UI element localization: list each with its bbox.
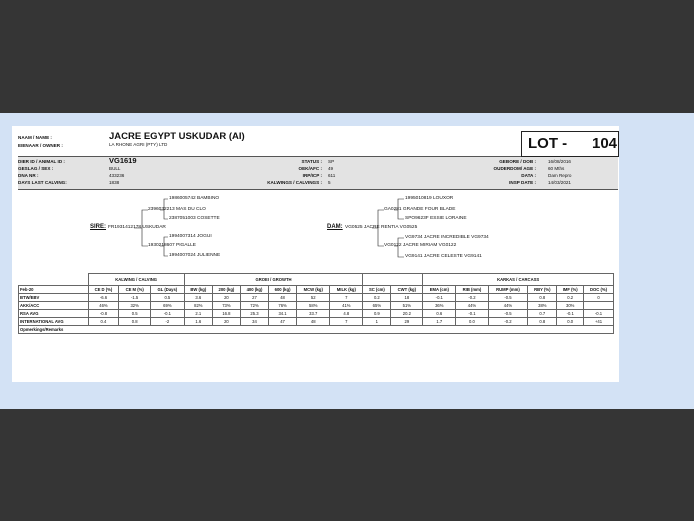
age-value: 60 Mths	[548, 166, 565, 171]
table-cell: 0.7	[528, 310, 557, 318]
table-cell: 1.6	[184, 318, 212, 326]
column-header: RBY (%)	[528, 286, 557, 294]
row-label: INTERNATIONAL AVG	[19, 318, 89, 326]
dam: VG0525 JACRE RENTIA VG0525	[345, 225, 418, 230]
table-cell: -2	[150, 318, 184, 326]
table-cell: 7	[330, 294, 363, 302]
breeding-values-table	[18, 273, 614, 334]
row-label: RSA AVG	[19, 310, 89, 318]
table-cell: 46%	[88, 302, 119, 310]
table-cell: 25.3	[240, 310, 268, 318]
table-cell: 41%	[330, 302, 363, 310]
blank-cell	[363, 274, 423, 286]
table-cell: 0.5	[150, 294, 184, 302]
column-header: BW (kg)	[184, 286, 212, 294]
table-cell: 20	[212, 294, 240, 302]
animal-id: VG1619	[109, 156, 137, 165]
table-cell: 1	[363, 318, 391, 326]
table-cell: 29	[391, 318, 423, 326]
table-cell: -1.5	[119, 294, 151, 302]
table-cell: 20	[212, 318, 240, 326]
status-value: SP	[328, 159, 335, 164]
table-cell: 58%	[297, 302, 330, 310]
sire: FR1931412178 USKUDAR	[108, 225, 166, 230]
table-cell: 3.6	[184, 294, 212, 302]
table-cell: 76%	[269, 302, 297, 310]
lot-box	[521, 131, 619, 157]
column-header: MILK (kg)	[330, 286, 363, 294]
pedigree-lines	[12, 190, 619, 272]
table-cell: 34.1	[269, 310, 297, 318]
table-cell: 0.6	[423, 310, 456, 318]
sex-value: BULL	[109, 166, 121, 171]
oek-label: OEK/AFC :	[298, 166, 322, 171]
insp-date-label: INSP DATE :	[509, 180, 536, 185]
column-header: RUMP (mm)	[488, 286, 528, 294]
dam-label: DAM:	[327, 224, 343, 230]
table-cell: 0.8	[528, 294, 557, 302]
table-cell: 73%	[212, 302, 240, 310]
column-header: RIB (mm)	[456, 286, 488, 294]
column-header-row	[19, 286, 614, 294]
table-cell: +41	[584, 318, 614, 326]
animal-name: JACRE EGYPT USKUDAR (AI)	[109, 131, 245, 142]
table-cell: 44%	[488, 302, 528, 310]
table-cell: 2.1	[184, 310, 212, 318]
table-row	[19, 318, 614, 326]
sire-label: SIRE:	[90, 224, 107, 230]
column-header: SC (cm)	[363, 286, 391, 294]
table-cell: -0.1	[584, 310, 614, 318]
lot-sheet	[12, 126, 619, 382]
table-cell: 0.2	[557, 294, 584, 302]
table-cell: 72%	[240, 302, 268, 310]
dna-label: DNA NR :	[18, 173, 39, 178]
table-row	[19, 294, 614, 302]
irp-value: 611	[328, 173, 336, 178]
table-cell: 69%	[150, 302, 184, 310]
table-cell: 0	[584, 294, 614, 302]
table-row	[19, 310, 614, 318]
column-header: 600 (kg)	[269, 286, 297, 294]
owner-name: LA RHONE AGRI (PTY) LTD	[109, 142, 168, 147]
name-label: NAAM / NAME :	[18, 135, 52, 140]
group-header-row	[19, 274, 614, 286]
column-header: CE M (%)	[119, 286, 151, 294]
animal-id-label: DIER ID / ANIMAL ID :	[18, 159, 65, 164]
table-cell: -6.6	[88, 294, 119, 302]
table-cell: 0.8	[528, 318, 557, 326]
insp-date-value: 14/03/2021	[548, 180, 571, 185]
days-last-calving-label: DAYS LAST CALVING:	[18, 180, 67, 185]
table-cell: 1.7	[423, 318, 456, 326]
sire-dam-dam: 1994007024 JULIENNE	[169, 253, 221, 258]
dam-dam-sire: VG9734 JACRE INCREDIBLE VG9734	[405, 235, 489, 240]
remarks-label: Opmerkings/Remarks	[19, 326, 614, 334]
table-cell: 0.4	[88, 318, 119, 326]
sire-dam: 1930218607 PIGALLE	[148, 243, 197, 248]
table-cell: 0.9	[363, 310, 391, 318]
lot-number: 104	[592, 135, 618, 152]
table-cell: 52	[297, 294, 330, 302]
column-header: DOC (%)	[584, 286, 614, 294]
table-cell: -0.8	[88, 310, 119, 318]
status-label: STATUS :	[301, 159, 322, 164]
table-cell: -0.5	[488, 294, 528, 302]
table-cell: 0.5	[119, 310, 151, 318]
table-row	[19, 302, 614, 310]
table-cell: -0.1	[456, 310, 488, 318]
table-cell: 48	[269, 294, 297, 302]
sire-sire-dam: 2387051003 COSETTE	[169, 216, 220, 221]
table-cell: -0.1	[150, 310, 184, 318]
table-cell: 27	[240, 294, 268, 302]
dna-value: 433236	[109, 173, 125, 178]
table-cell	[584, 302, 614, 310]
table-cell: 48	[297, 318, 330, 326]
lot-label: LOT -	[528, 135, 568, 152]
table-cell: 65%	[363, 302, 391, 310]
table-cell: 20.2	[391, 310, 423, 318]
age-label: OUDERDOM/ AGE :	[493, 166, 536, 171]
dam-dam: VG0122 JACRE MIRIAM VG0122	[384, 243, 457, 248]
table-body	[19, 294, 614, 326]
dob-value: 16/08/2016	[548, 159, 571, 164]
table-cell: 82%	[184, 302, 212, 310]
row-label: BTW/EBV	[19, 294, 89, 302]
table-cell: 4.8	[330, 310, 363, 318]
table-cell: 0.0	[557, 318, 584, 326]
column-header: CE D (%)	[88, 286, 119, 294]
table-cell: -0.1	[423, 294, 456, 302]
column-header: MCW (kg)	[297, 286, 330, 294]
table-cell: 7	[330, 318, 363, 326]
dam-sire-sire: 1995010819 LOUXOR	[405, 196, 454, 201]
table-cell: 51%	[391, 302, 423, 310]
carcass-group: KARKAS / CARCASS	[423, 274, 614, 286]
sire-sire-sire: 1986005742 BAMBINO	[169, 196, 220, 201]
table-cell: 0.8	[119, 318, 151, 326]
table-cell: 16.8	[212, 310, 240, 318]
table-cell: 44%	[456, 302, 488, 310]
table-cell: 18	[391, 294, 423, 302]
sex-label: GESLAG / SEX :	[18, 166, 54, 171]
calving-group: KALWING / CALVING	[88, 274, 184, 286]
column-header: Feb-20	[19, 286, 89, 294]
sheet-header	[18, 130, 618, 186]
remarks-row	[19, 326, 614, 334]
oek-value: 49	[328, 166, 334, 171]
data-label: DATA :	[521, 173, 536, 178]
dam-sire: GA0281 GRANDE FOUR BLADE	[384, 207, 456, 212]
sire-dam-sire: 1994007314 JOGUI	[169, 234, 212, 239]
calvings-value: 5	[328, 180, 331, 185]
calvings-label: KALWINGS / CALVINGS :	[267, 180, 322, 185]
irp-label: IRP/ICP :	[302, 173, 322, 178]
column-header: CWT (kg)	[391, 286, 423, 294]
table-cell: 30%	[557, 302, 584, 310]
table-cell: 36%	[423, 302, 456, 310]
sire-sire: 2396032213 MAS DU CLO	[148, 207, 206, 212]
table-cell: 38%	[528, 302, 557, 310]
table-cell: -0.2	[488, 318, 528, 326]
days-last-calving-value: 1838	[109, 180, 120, 185]
table-cell: 33.7	[297, 310, 330, 318]
dam-dam-dam: VG9141 JACRE CELESTE VG9141	[405, 254, 482, 259]
table-cell: -0.5	[488, 310, 528, 318]
column-header: IMF (%)	[557, 286, 584, 294]
row-label: AKK/ACC	[19, 302, 89, 310]
table-cell: 0.2	[363, 294, 391, 302]
dam-sire-dam: SPO9623F ESSIE LORAINE	[405, 216, 467, 221]
table-cell: 34	[240, 318, 268, 326]
pedigree	[12, 190, 619, 272]
column-header: GL (Days)	[150, 286, 184, 294]
dob-label: GEBORE / DOB :	[499, 159, 536, 164]
table-cell: 47	[269, 318, 297, 326]
column-header: EMA (cm)	[423, 286, 456, 294]
growth-group: GROEI / GROWTH	[184, 274, 363, 286]
table-cell: 0.0	[456, 318, 488, 326]
data-value: Dam Repro	[548, 173, 572, 178]
table-cell: -0.2	[456, 294, 488, 302]
blank-cell	[19, 274, 89, 286]
table-cell: -0.1	[557, 310, 584, 318]
column-header: 200 (kg)	[212, 286, 240, 294]
owner-label: EIENAAR / OWNER :	[18, 143, 63, 148]
table-cell: 32%	[119, 302, 151, 310]
column-header: 400 (kg)	[240, 286, 268, 294]
